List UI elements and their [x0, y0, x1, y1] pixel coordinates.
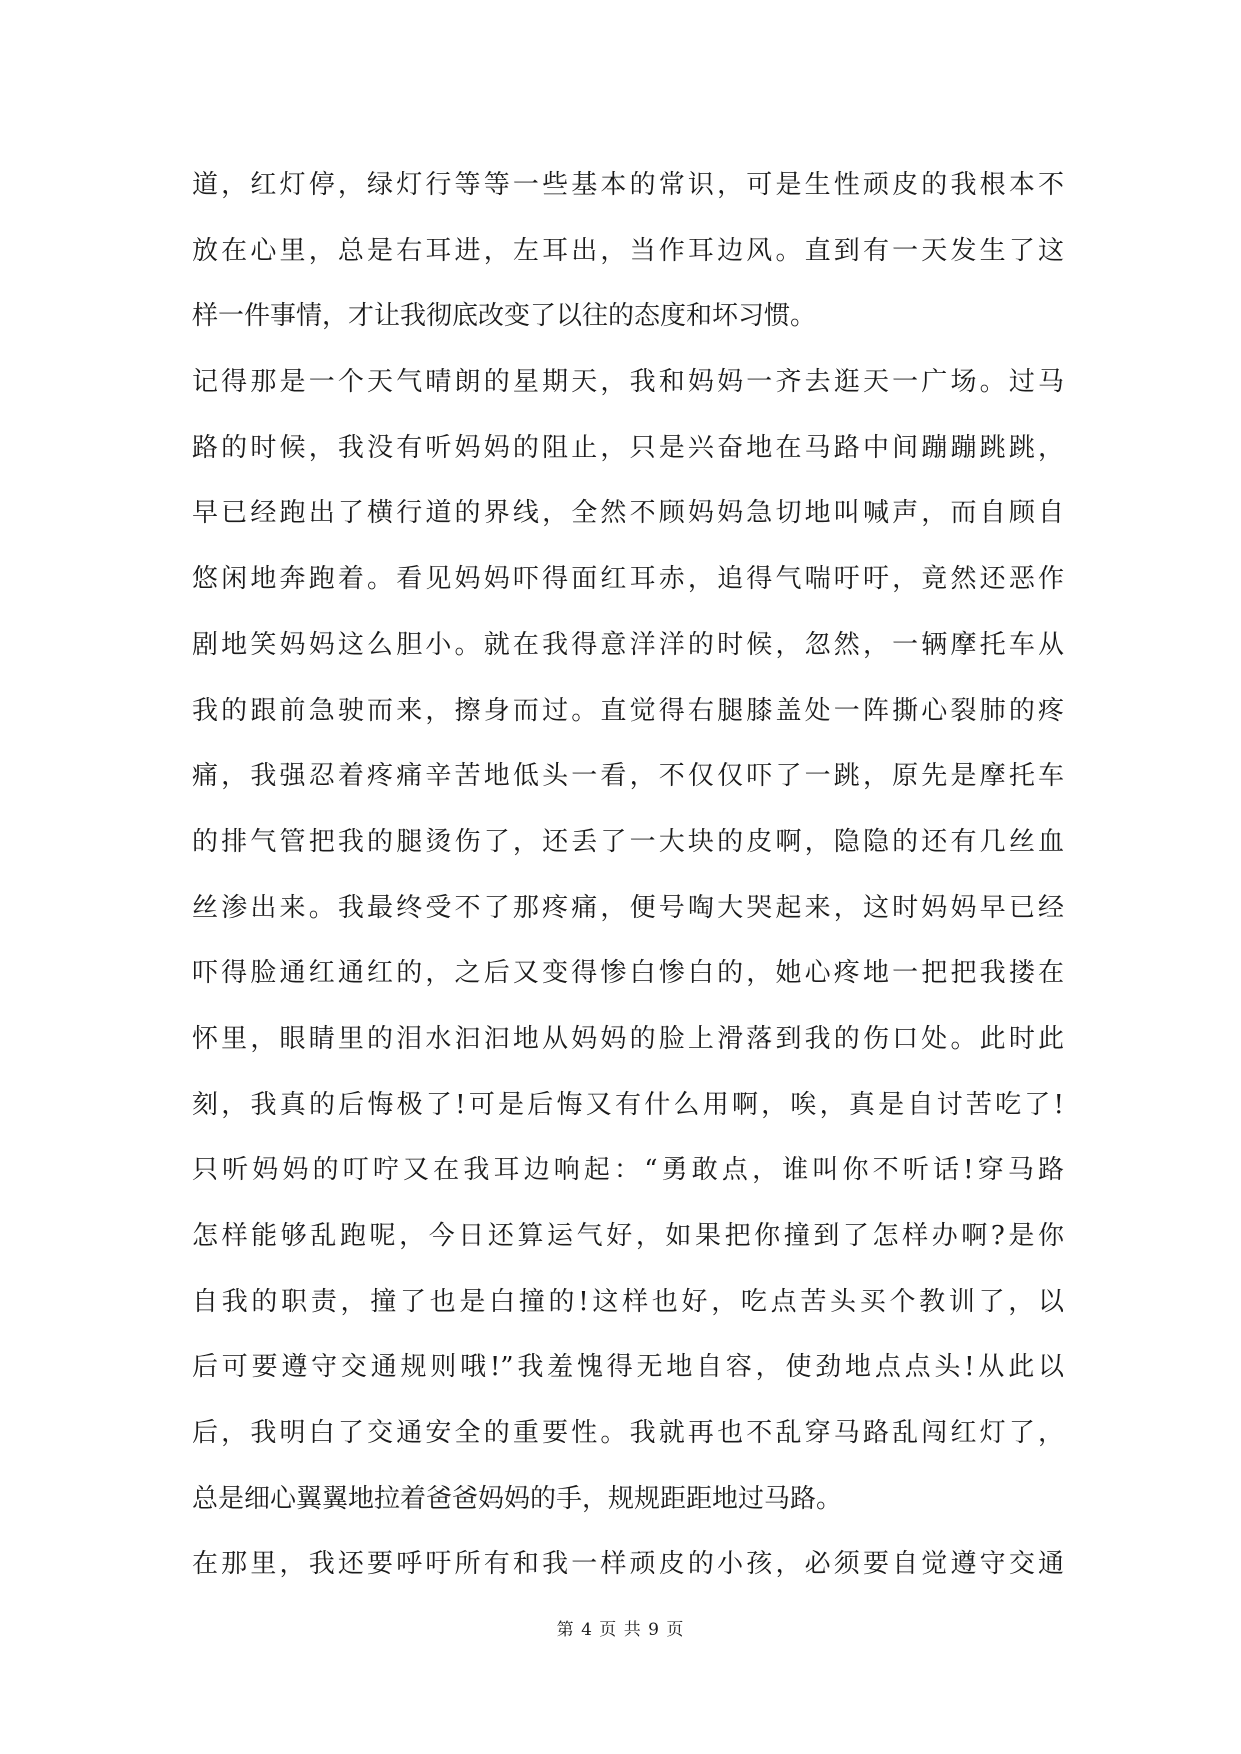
- text-line: 路的时候，我没有听妈妈的阻止，只是兴奋地在马路中间蹦蹦跳跳，: [192, 432, 1064, 463]
- page-number: 第 4 页 共 9 页: [556, 1620, 685, 1640]
- text-line: 早已经跑出了横行道的界线，全然不顾妈妈急切地叫喊声，而自顾自: [192, 498, 1064, 529]
- text-line: 刻，我真的后悔极了!可是后悔又有什么用啊，唉，真是自讨苦吃了!: [192, 1089, 1064, 1120]
- text-line: 后，我明白了交通安全的重要性。我就再也不乱穿马路乱闯红灯了，: [192, 1418, 1064, 1449]
- text-line: 后可要遵守交通规则哦!”我羞愧得无地自容，使劲地点点头!从此以: [192, 1352, 1064, 1383]
- text-line: 怎样能够乱跑呢，今日还算运气好，如果把你撞到了怎样办啊?是你: [192, 1221, 1064, 1251]
- text-line: 道，红灯停，绿灯行等等一些基本的常识，可是生性顽皮的我根本不: [192, 170, 1064, 200]
- text-line: 剧地笑妈妈这么胆小。就在我得意洋洋的时候，忽然，一辆摩托车从: [192, 629, 1064, 660]
- body-text: [192, 153, 1064, 1598]
- text-line: 样一件事情，才让我彻底改变了以往的态度和坏习惯。: [192, 301, 817, 332]
- text-line: 自我的职责，撞了也是白撞的!这样也好，吃点苦头买个教训了，以: [192, 1286, 1064, 1317]
- text-line: 记得那是一个天气晴朗的星期天，我和妈妈一齐去逛天一广场。过马: [192, 367, 1064, 398]
- text-line: 放在心里，总是右耳进，左耳出，当作耳边风。直到有一天发生了这: [192, 235, 1064, 266]
- text-line: 悠闲地奔跑着。看见妈妈吓得面红耳赤，追得气喘吁吁，竟然还恶作: [192, 564, 1064, 595]
- text-line: 怀里，眼睛里的泪水汩汩地从妈妈的脸上滑落到我的伤口处。此时此: [192, 1023, 1064, 1054]
- text-line: 总是细心翼翼地拉着爸爸妈妈的手，规规距距地过马路。: [192, 1483, 843, 1514]
- text-line: 只听妈妈的叮咛又在我耳边响起：“勇敢点，谁叫你不听话!穿马路: [192, 1155, 1064, 1186]
- text-line: 的排气管把我的腿烫伤了，还丢了一大块的皮啊，隐隐的还有几丝血: [192, 826, 1064, 857]
- text-line: 吓得脸通红通红的，之后又变得惨白惨白的，她心疼地一把把我搂在: [192, 958, 1064, 989]
- text-line: 丝渗出来。我最终受不了那疼痛，便号啕大哭起来，这时妈妈早已经: [192, 892, 1064, 923]
- text-line: 在那里，我还要呼吁所有和我一样顽皮的小孩，必须要自觉遵守交通: [192, 1549, 1064, 1580]
- text-line: 痛，我强忍着疼痛辛苦地低头一看，不仅仅吓了一跳，原先是摩托车: [192, 761, 1064, 792]
- text-line: 我的跟前急驶而来，擦身而过。直觉得右腿膝盖处一阵撕心裂肺的疼: [192, 695, 1064, 726]
